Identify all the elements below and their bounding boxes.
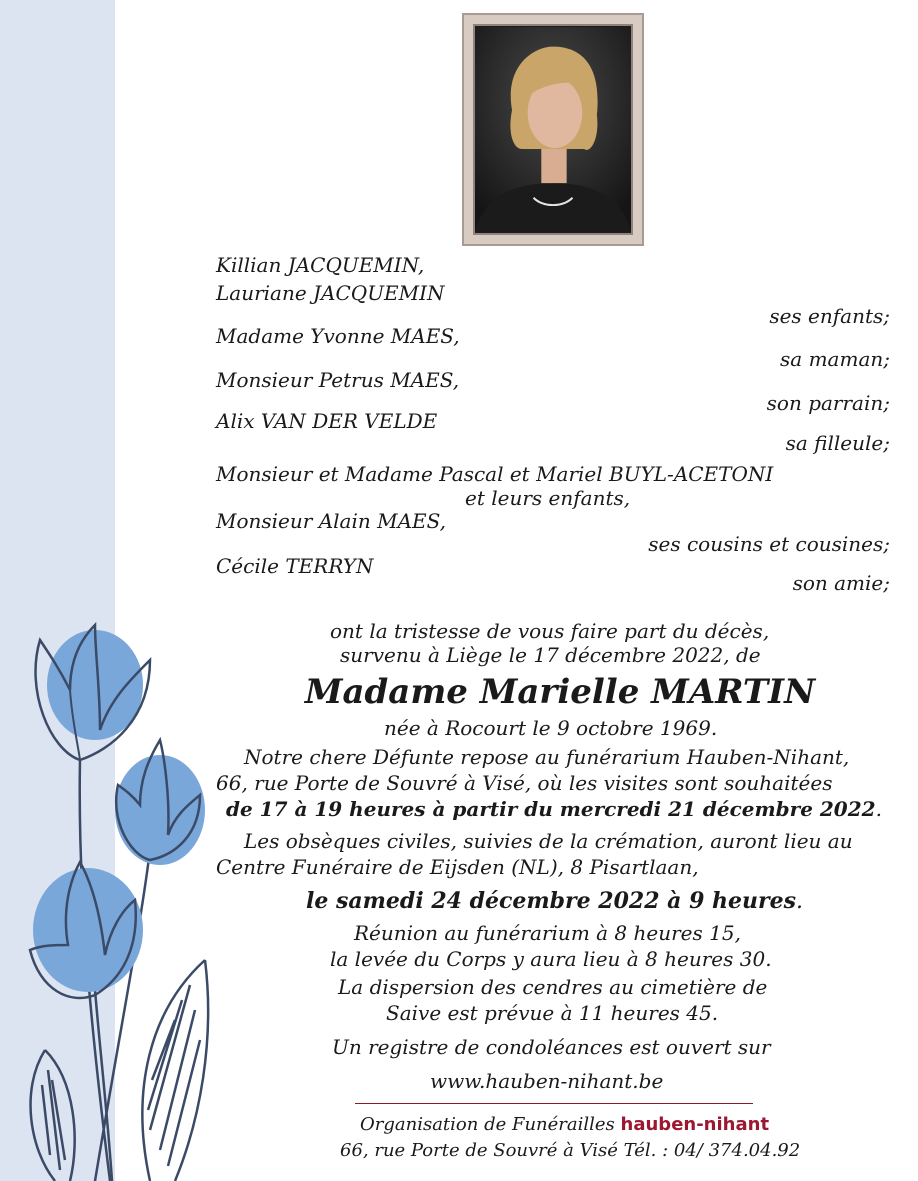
schedule-line: La dispersion des cendres au cimetière de: [338, 975, 768, 999]
footer-divider: [355, 1103, 753, 1104]
relation-label: sa maman;: [780, 347, 890, 371]
schedule-line: Réunion au funérarium à 8 heures 15,: [354, 921, 741, 945]
family-line: Lauriane JACQUEMIN: [216, 281, 445, 305]
visits-text: de 17 à 19 heures à partir du mercredi 21 décembre 2022: [226, 797, 876, 821]
ceremony-date: [306, 889, 803, 914]
footer-address: 66, rue Porte de Souvré à Visé Tél. : 04/ 374.04.92: [340, 1140, 801, 1161]
funeral-line: Les obsèques civiles, suivies de la crémation, auront lieu au: [244, 829, 853, 853]
schedule-line: la levée du Corps y aura lieu à 8 heures 30.: [330, 947, 772, 971]
family-line: Cécile TERRYN: [216, 554, 374, 578]
website-link[interactable]: www.hauben-nihant.be: [430, 1069, 664, 1093]
announcement-line: ont la tristesse de vous faire part du décès,: [330, 619, 770, 643]
rest-line: Notre chere Défunte repose au funérarium Hauben-Nihant,: [244, 745, 850, 769]
ceremony-date-text: le samedi 24 décembre 2022 à 9 heures: [306, 888, 797, 914]
visits-line: [226, 798, 882, 820]
visits-end: .: [875, 797, 882, 821]
rest-line: 66, rue Porte de Souvré à Visé, où les visites sont souhaitées: [216, 771, 833, 795]
family-line: et leurs enfants,: [465, 486, 631, 510]
portrait-frame: [462, 13, 644, 246]
family-line: Monsieur et Madame Pascal et Mariel BUYL-ACETONI: [216, 462, 774, 486]
footer-org-label: Organisation de Funérailles: [360, 1114, 615, 1135]
tulip-low: [30, 862, 143, 998]
deceased-name: Madame Marielle MARTIN: [304, 672, 816, 712]
schedule-line: Saive est prévue à 11 heures 45.: [386, 1001, 719, 1025]
tulip-top: [36, 625, 150, 760]
ceremony-date-end: .: [796, 889, 804, 914]
announcement-line: survenu à Liège le 17 décembre 2022, de: [340, 643, 761, 667]
relation-label: son amie;: [792, 571, 890, 595]
registry-line: Un registre de condoléances est ouvert sur: [332, 1035, 771, 1059]
family-line: Killian JACQUEMIN,: [216, 253, 425, 277]
family-line: Madame Yvonne MAES,: [216, 324, 460, 348]
tulip-right: [115, 740, 205, 865]
birth-line: née à Rocourt le 9 octobre 1969.: [384, 716, 718, 740]
family-line: Alix VAN DER VELDE: [216, 409, 438, 433]
relation-label: sa filleule;: [785, 431, 890, 455]
brand-logo: hauben-nihant: [620, 1114, 770, 1135]
footer-org: [360, 1114, 769, 1136]
portrait-photo: [473, 24, 633, 235]
portrait-icon: [475, 26, 631, 233]
relation-label: son parrain;: [766, 391, 890, 415]
relation-label: ses enfants;: [769, 304, 890, 328]
family-line: Monsieur Alain MAES,: [216, 509, 446, 533]
relation-label: ses cousins et cousines;: [648, 532, 890, 556]
family-line: Monsieur Petrus MAES,: [216, 368, 460, 392]
funeral-line: Centre Funéraire de Eijsden (NL), 8 Pisartlaan,: [216, 855, 699, 879]
